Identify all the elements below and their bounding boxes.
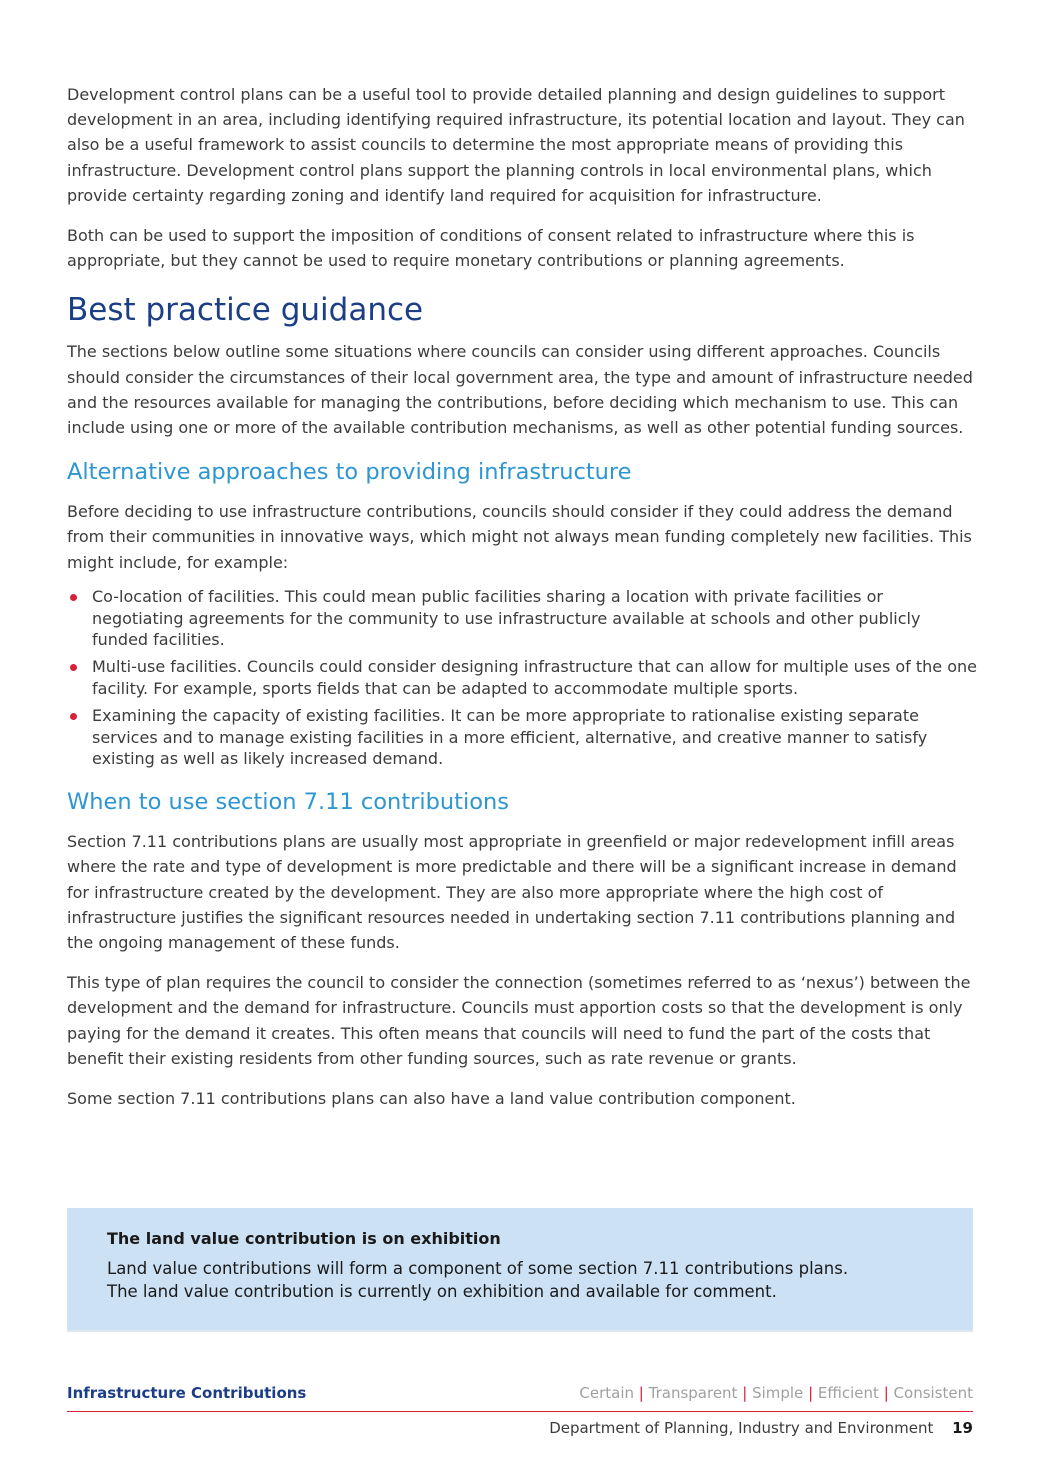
footer-divider (67, 1411, 973, 1412)
footer-value: Certain (579, 1384, 634, 1402)
section-711-heading: When to use section 7.11 contributions (67, 789, 510, 816)
list-item-text: Examining the capacity of existing facilities. It can be more appropriate to rationalise existing separate services and to manage existing facilities in a more efficient, alternative, and creative manner to satisfy existing as well as likely increased demand. (92, 705, 928, 769)
footer-value: Efficient (817, 1384, 879, 1402)
alternatives-list (67, 586, 977, 770)
intro-paragraph-1: Development control plans can be a useful tool to provide detailed planning and design guidelines to support development in an area, including identifying required infrastructure, its potential location and layout. They can also be a useful framework to assist councils to determine the most appropriate means of providing this infrastructure. Development control plans support the planning controls in local environmental plans, which provide certainty regarding zoning and identify land required for acquisition for infrastructure. (67, 85, 965, 205)
section-711-paragraph-3: Some section 7.11 contributions plans can also have a land value contribution component. (67, 1089, 796, 1109)
section-711-paragraph-1: Section 7.11 contributions plans are usually most appropriate in greenfield or major redevelopment infill areas where the rate and type of development is more predictable and there will be a significant increase in demand for infrastructure created by the development. They are also more appropriate where the high cost of infrastructure justifies the significant resources needed in undertaking section 7.11 contributions planning and the ongoing management of these funds. (67, 832, 957, 953)
footer-value: Consistent (893, 1384, 973, 1402)
bullet-dot-icon (70, 664, 77, 671)
department-name: Department of Planning, Industry and Environment (549, 1419, 934, 1437)
alternatives-paragraph: Before deciding to use infrastructure contributions, councils should consider if they could address the demand from their communities in innovative ways, which might not always mean funding completely new facilities. This might include, for example: (67, 502, 972, 572)
section-711-paragraph-2: This type of plan requires the council to consider the connection (sometimes referred to as ‘nexus’) between the development and the demand for infrastructure. Councils must apportion costs so that the development is only paying for the demand it creates. This often means that councils will need to fund the part of the costs that benefit their existing residents from other funding sources, such as rate revenue or grants. (67, 973, 971, 1068)
bullet-dot-icon (70, 713, 77, 720)
best-practice-heading: Best practice guidance (67, 292, 424, 329)
best-practice-paragraph: The sections below outline some situations where councils can consider using different approaches. Councils should consider the circumstances of their local government area, the type and amount of infrastructure needed and the resources available for managing the contributions, before deciding which mechanism to use. This can include using one or more of the available contribution mechanisms, as well as other potential funding sources. (67, 342, 973, 438)
page-content (67, 82, 977, 1111)
footer-separator: | (638, 1384, 644, 1402)
footer-value: Transparent (648, 1384, 738, 1402)
footer-separator: | (883, 1384, 889, 1402)
list-item (67, 656, 977, 700)
list-item-text: Co-location of facilities. This could mean public facilities sharing a location with private facilities or negotiating agreements for the community to use infrastructure available at schools and other publicly funded facilities. (92, 586, 921, 650)
page-number: 19 (952, 1419, 973, 1437)
list-item (67, 586, 977, 651)
footer-title: Infrastructure Contributions (67, 1384, 307, 1402)
list-item-text: Multi-use facilities. Councils could consider designing infrastructure that can allow for multiple uses of the one facility. For example, sports fields that can be adapted to accommodate multiple sports. (92, 657, 978, 699)
footer-department-line (549, 1419, 973, 1437)
list-item (67, 705, 977, 770)
callout-line-1: Land value contributions will form a component of some section 7.11 contributions plans. (107, 1259, 849, 1278)
bullet-dot-icon (70, 594, 77, 601)
callout-title: The land value contribution is on exhibition (107, 1229, 501, 1248)
alternatives-heading: Alternative approaches to providing infrastructure (67, 459, 632, 486)
exhibition-callout-box (67, 1208, 973, 1332)
footer-values (579, 1384, 973, 1402)
callout-line-2: The land value contribution is currently on exhibition and available for comment. (107, 1282, 777, 1301)
intro-paragraph-2: Both can be used to support the imposition of conditions of consent related to infrastructure where this is appropriate, but they cannot be used to require monetary contributions or planning agreements. (67, 226, 915, 271)
callout-text (107, 1257, 933, 1303)
footer-separator: | (808, 1384, 814, 1402)
footer-value: Simple (752, 1384, 804, 1402)
footer-separator: | (742, 1384, 748, 1402)
